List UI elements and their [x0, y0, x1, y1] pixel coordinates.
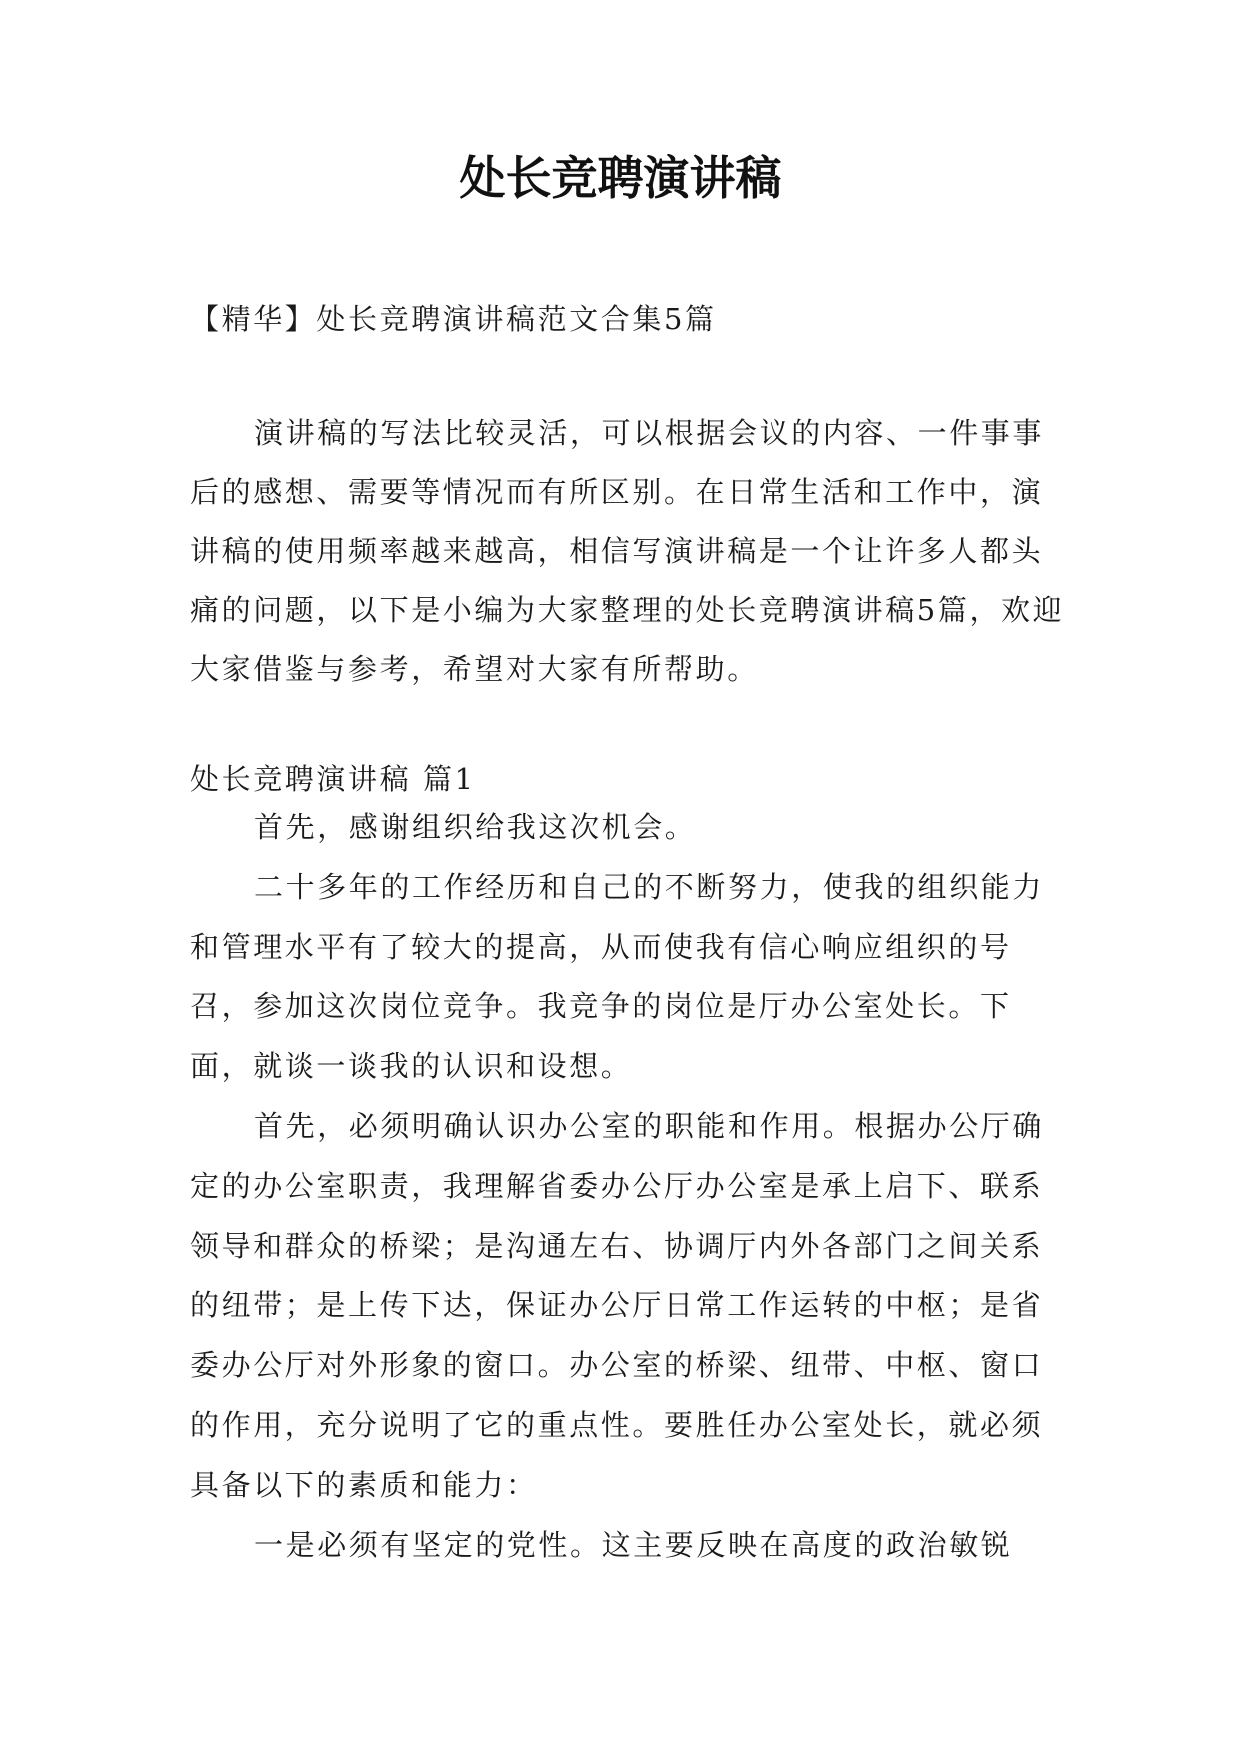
document-title: 处长竞聘演讲稿	[459, 151, 782, 205]
paragraph: 首先，感谢组织给我这次机会。	[254, 810, 697, 844]
section-content	[190, 798, 1070, 1575]
paragraph: 首先，必须明确认识办公室的职能和作用。根据办公厅确定的办公室职责，我理解省委办公厅办公室是承上启下、联系领导和群众的桥梁；是沟通左右、协调厅内外各部门之间关系的纽带；是上传下达，保证办公厅日常工作运转的中枢；是省委办公厅对外形象的窗口。办公室的桥梁、纽带、中枢、窗口的作用，充分说明了它的重点性。要胜任办公室处长，就必须具备以下的素质和能力：	[190, 1108, 1045, 1502]
intro-paragraph: 演讲稿的写法比较灵活，可以根据会议的内容、一件事事后的感想、需要等情况而有所区别。在日常生活和工作中，演讲稿的使用频率越来越高，相信写演讲稿是一个让许多人都头痛的问题，以下是小编为大家整理的处长竞聘演讲稿5篇，欢迎大家借鉴与参考，希望对大家有所帮助。	[190, 416, 1065, 686]
document-subtitle: 【精华】处长竞聘演讲稿范文合集5篇	[190, 302, 717, 336]
paragraph: 二十多年的工作经历和自己的不断努力，使我的组织能力和管理水平有了较大的提高，从而使我有信心响应组织的号召，参加这次岗位竞争。我竞争的岗位是厅办公室处长。下面，就谈一谈我的认识和设想。	[190, 869, 1045, 1084]
paragraph: 一是必须有坚定的党性。这主要反映在高度的政治敏锐	[254, 1527, 1013, 1562]
section-heading: 处长竞聘演讲稿 篇1	[190, 762, 476, 796]
